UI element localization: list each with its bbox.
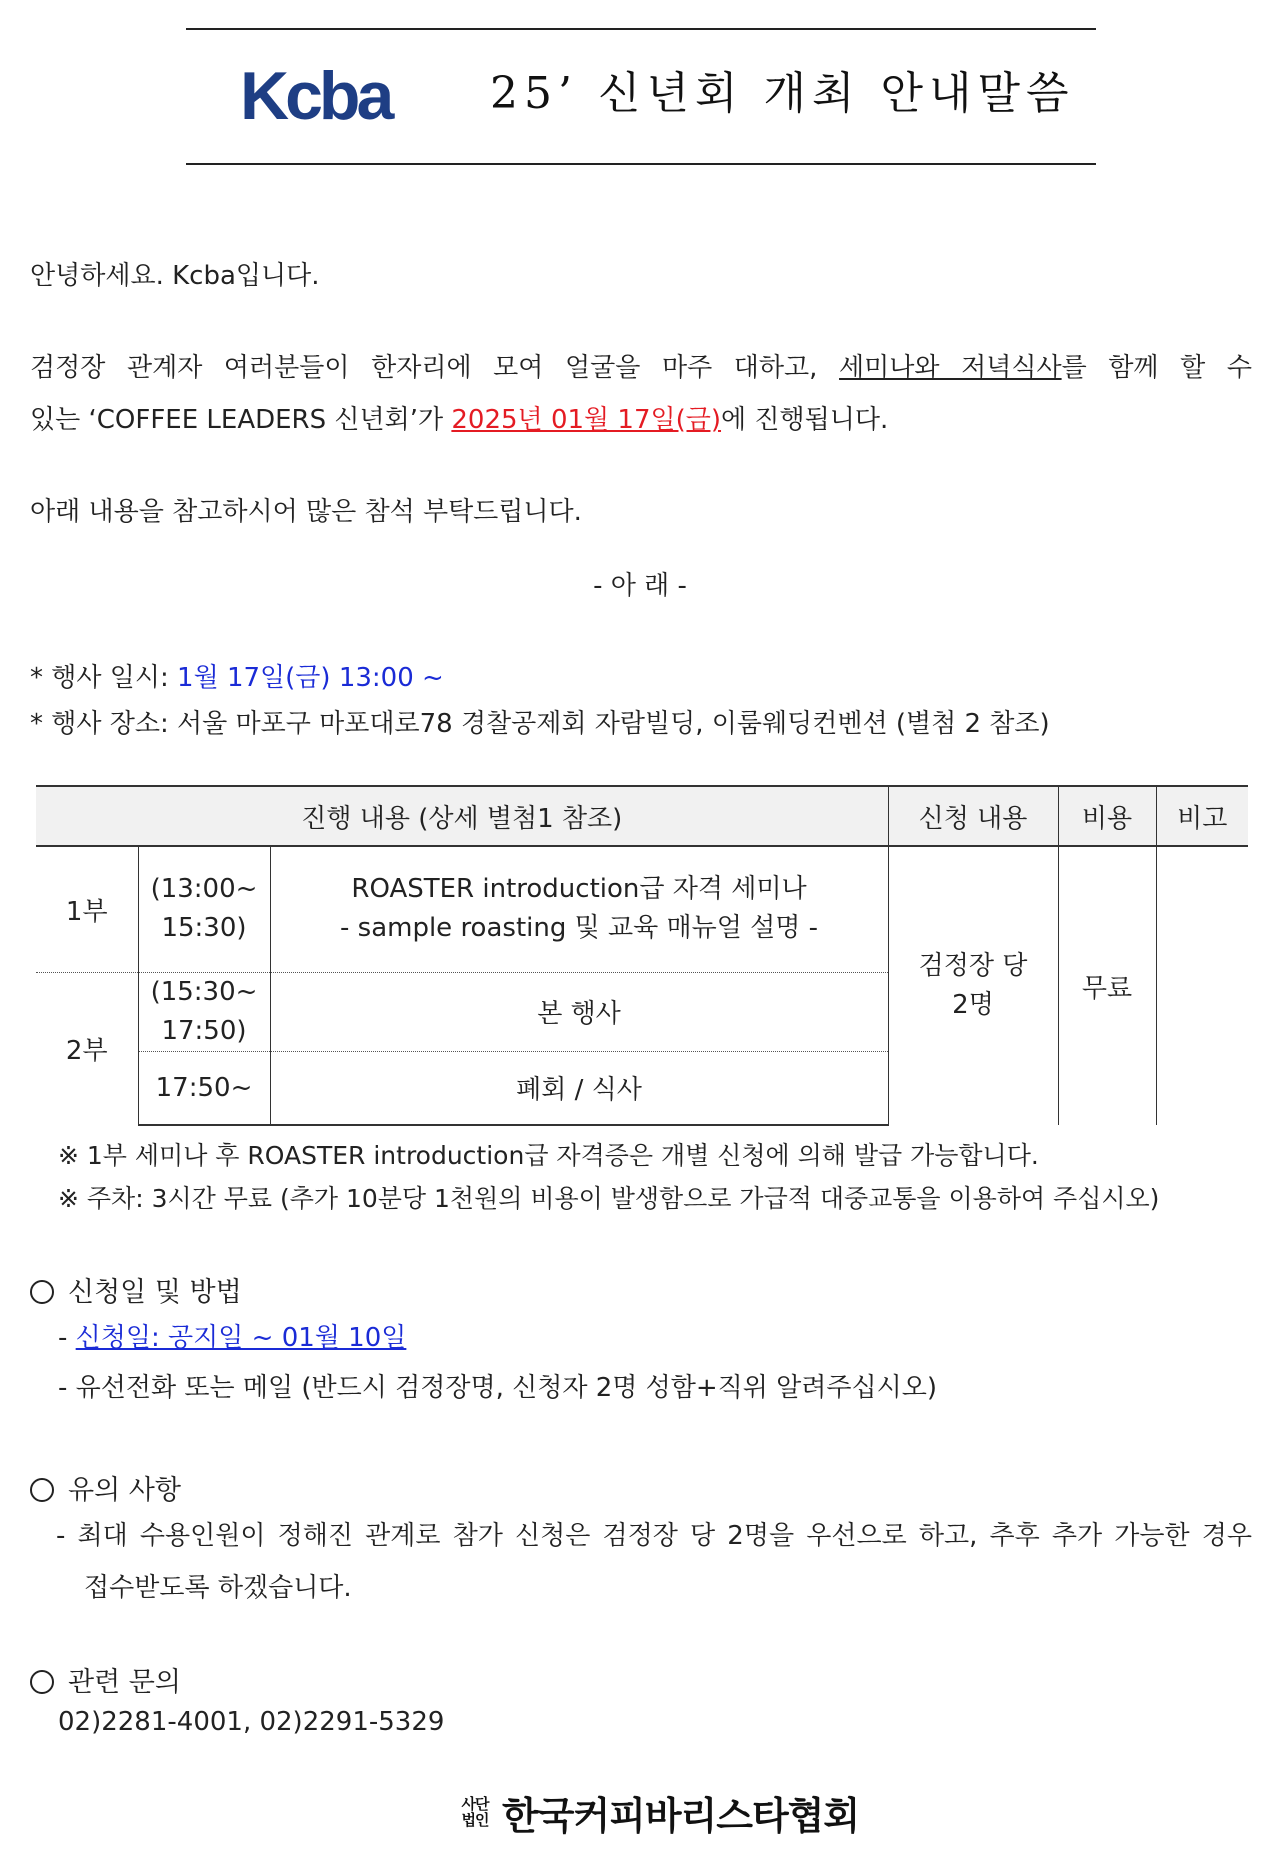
apply-date-link[interactable]: 신청일: 공지일 ~ 01월 10일 [75, 1323, 407, 1353]
apply-title-text: 신청일 및 방법 [68, 1277, 242, 1308]
intro-text-a: 검정장 관계자 여러분들이 한자리에 모여 얼굴을 마주 대하고, [30, 353, 840, 383]
org-prefix-1: 사단 [461, 1794, 489, 1813]
org-name: 한국커피바리스타협회 [502, 1794, 860, 1838]
page-title: 25’ 신년회 개최 안내말씀 [490, 68, 1075, 119]
datetime-label: * 행사 일시: [30, 663, 178, 693]
circle-bullet-icon [30, 1280, 54, 1304]
table-header-row [36, 786, 1248, 846]
caution-title-text: 유의 사항 [68, 1475, 181, 1506]
apply-section-title [30, 1270, 242, 1309]
header-apply: 신청 내용 [888, 786, 1058, 846]
time-1-cell: (13:00~ 15:30) [138, 846, 270, 972]
seminar-subtitle: - sample roasting 및 교육 매뉴얼 설명 - [340, 913, 818, 944]
intro-line-2 [30, 404, 888, 438]
intro-text-d: 에 진행됩니다. [721, 405, 889, 435]
note-parking: ※ 주차: 3시간 무료 (추가 10분당 1천원의 비용이 발생함으로 가급적 대중교통을 이용하여 주십시오) [58, 1184, 1160, 1213]
contact-section-title [30, 1660, 181, 1699]
org-prefix-2: 법인 [461, 1810, 489, 1829]
contact-title-text: 관련 문의 [68, 1667, 181, 1698]
intro-text-c: 있는 ‘COFFEE LEADERS 신년회’가 [30, 405, 452, 435]
schedule-table [36, 785, 1248, 1126]
intro-text-b: 를 함께 할 수 [1061, 353, 1252, 383]
circle-bullet-icon [30, 1478, 54, 1502]
content-2-cell: 본 행사 [270, 972, 888, 1051]
apply-method: - 유선전화 또는 메일 (반드시 검정장명, 신청자 2명 성함+직위 알려주십시오) [58, 1373, 938, 1403]
intro-line-1 [30, 352, 1252, 386]
event-datetime [30, 662, 444, 696]
header-content: 진행 내용 (상세 별첨1 참조) [36, 786, 888, 846]
content-1-cell [270, 846, 888, 972]
apply-cell: 검정장 당 2명 [888, 846, 1058, 1125]
datetime-value: 1월 17일(금) 13:00 ~ [177, 663, 444, 693]
table-row [36, 846, 1248, 972]
caution-line-1: - 최대 수용인원이 정해진 관계로 참가 신청은 검정장 당 2명을 우선으로 하고, 추후 추가 가능한 경우 [56, 1521, 1252, 1551]
part-2-cell: 2부 [36, 972, 138, 1125]
org-prefix [458, 1794, 492, 1829]
note-certificate: ※ 1부 세미나 후 ROASTER introduction급 자격증은 개별 신청에 의해 발급 가능합니다. [58, 1141, 1039, 1170]
time-3-cell: 17:50~ [138, 1051, 270, 1125]
greeting: 안녕하세요. Kcba입니다. [30, 261, 320, 291]
seminar-title: ROASTER introduction급 자격 세미나 [351, 874, 807, 905]
org-footer [458, 1785, 859, 1840]
top-rule [186, 28, 1096, 30]
cost-cell: 무료 [1058, 846, 1156, 1125]
part-1-cell: 1부 [36, 846, 138, 972]
apply-date-dash: - [58, 1323, 76, 1353]
below-heading: - 아 래 - [593, 571, 687, 601]
seminar-dinner-text: 세미나와 저녁식사 [839, 353, 1062, 383]
bottom-rule [186, 163, 1096, 165]
circle-bullet-icon [30, 1670, 54, 1694]
kcba-logo: Kcba [240, 58, 391, 134]
caution-line-2: 접수받도록 하겠습니다. [84, 1573, 352, 1603]
content-3-cell: 폐회 / 식사 [270, 1051, 888, 1125]
event-location: * 행사 장소: 서울 마포구 마포대로78 경찰공제회 자람빌딩, 이룸웨딩컨벤션 (별첨 2 참조) [30, 709, 1050, 739]
request-text: 아래 내용을 참고하시어 많은 참석 부탁드립니다. [30, 497, 582, 527]
contact-phones: 02)2281-4001, 02)2291-5329 [58, 1707, 445, 1737]
header-note: 비고 [1156, 786, 1248, 846]
event-date-highlight: 2025년 01월 17일(금) [451, 405, 722, 435]
caution-section-title [30, 1468, 181, 1507]
apply-date [58, 1322, 406, 1356]
time-2-cell: (15:30~ 17:50) [138, 972, 270, 1051]
header-cost: 비용 [1058, 786, 1156, 846]
note-cell [1156, 846, 1248, 1125]
